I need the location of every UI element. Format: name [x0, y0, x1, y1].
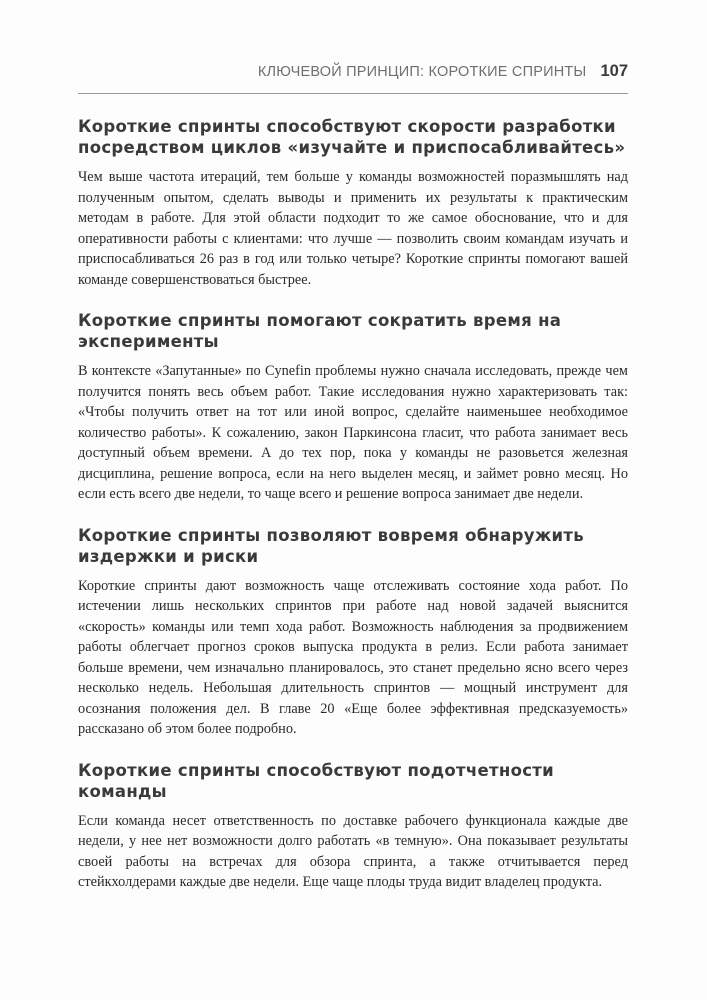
section-heading: Короткие спринты позволяют вовремя обнаружить издержки и риски — [78, 525, 585, 566]
page-number: 107 — [600, 62, 628, 80]
section-accountability — [78, 760, 628, 893]
section-paragraph: Чем выше частота итераций, тем больше у команды возможностей поразмышлять над полученным опытом, сделать выводы и применить их результаты к практическим методам в работе. Для этой области подходит то же самое обоснование, что и для оперативности работы с клиентами: что лучше — позволить своим командам изучать и приспосабливаться 26 раз в год или только четыре? Короткие спринты помогают вашей команде совершенствоваться быстрее. — [78, 169, 628, 288]
running-title: КЛЮЧЕВОЙ ПРИНЦИП: КОРОТКИЕ СПРИНТЫ — [257, 64, 587, 80]
section-heading: Короткие спринты способствуют скорости разработки посредством циклов «изучайте и приспосабливайтесь» — [78, 117, 626, 157]
section-costs-risks — [78, 525, 628, 740]
page-content — [78, 116, 628, 913]
running-header — [78, 62, 628, 88]
header-divider — [78, 93, 628, 94]
section-paragraph: Если команда несет ответственность по доставке рабочего функционала каждые две недели, у нее нет возможности долго работать «в темную». Она показывает результаты своей работы на встречах для обзора спринта, а также отчитывается перед стейкхолдерами каждые две недели. Еще чаще плоды труда видит владелец продукта. — [78, 812, 628, 890]
section-paragraph: Короткие спринты дают возможность чаще отслеживать состояние хода работ. По истечении лишь нескольких спринтов при работе над новой задачей выяснится «скорость» команды или темп хода работ. Возможность наблюдения за продвижением работы облегчает прогноз сроков выпуска продукта в релиз. Если работа занимает больше времени, чем изначально планировалось, это станет предельно ясно всего через несколько недель. Небольшая длительность спринтов — мощный инструмент для осознания положения дел. В главе 20 «Еще более эффективная предсказуемость» рассказано об этом более подробно. — [78, 577, 628, 737]
section-heading: Короткие спринты способствуют подотчетности команды — [78, 760, 555, 801]
section-paragraph: В контексте «Запутанные» по Cynefin проблемы нужно сначала исследовать, прежде чем получится понять весь объем работ. Такие исследования нужно характеризовать так: «Чтобы получить ответ на тот или иной вопрос, сделайте наименьшее необходимое количество работы». К сожалению, закон Паркинсона гласит, что работа занимает весь доступный объем времени. А до тех пор, пока у команды не разовьется железная дисциплина, решение вопроса, если на него выделен месяц, и займет ровно месяц. Но если есть всего две недели, то чаще всего и решение вопроса занимает две недели. — [78, 363, 628, 502]
section-speed — [78, 116, 628, 290]
section-heading: Короткие спринты помогают сократить время на эксперименты — [78, 311, 562, 351]
section-experiments — [78, 310, 628, 505]
